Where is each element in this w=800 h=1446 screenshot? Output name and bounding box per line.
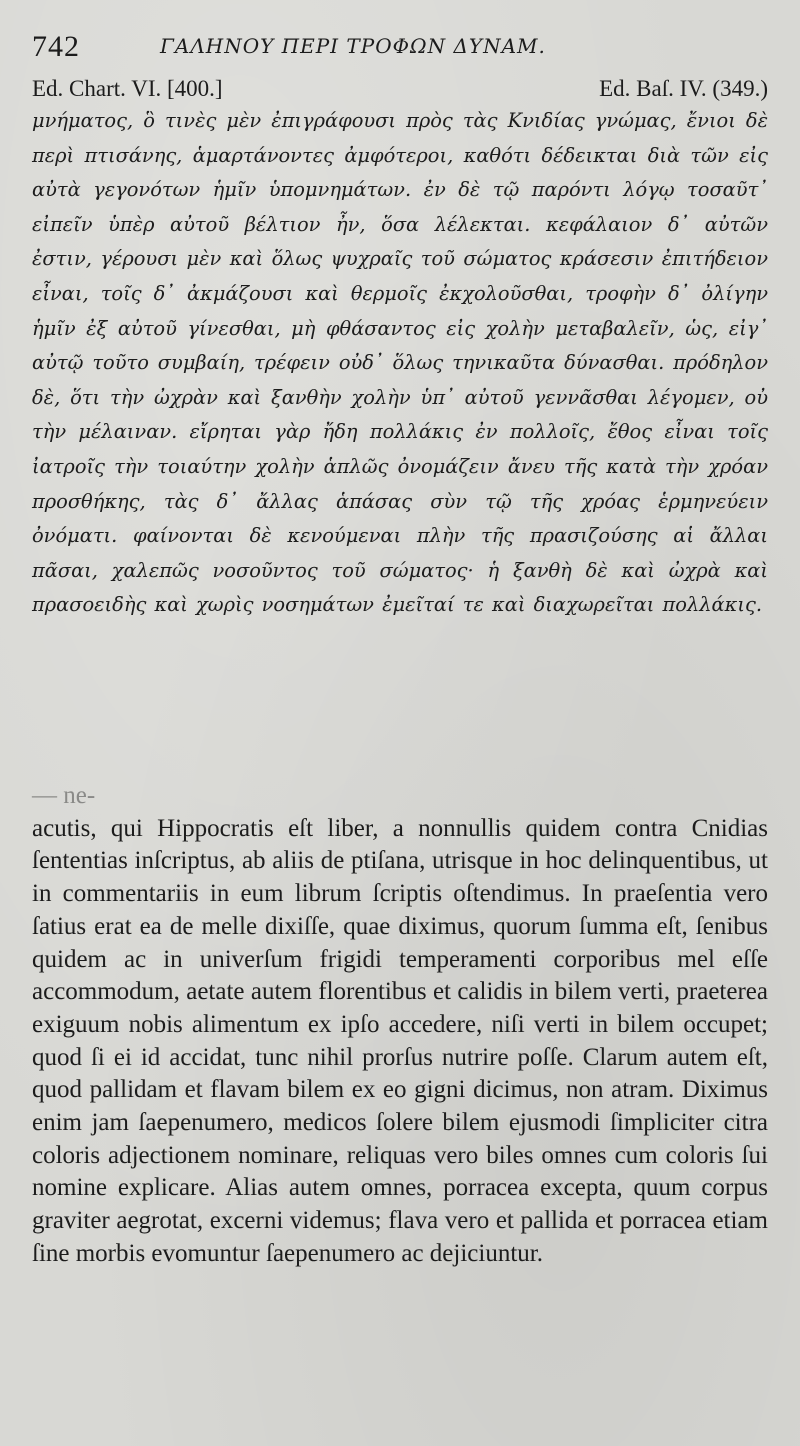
edition-chartier: Ed. Chart. VI. [400.] (32, 76, 223, 101)
edition-references (32, 76, 768, 106)
latin-text-block (32, 780, 768, 1271)
running-title: ΓΑΛΗΝΟΥ ΠΕΡΙ ΤΡΟΦΩΝ ΔΥΝΑΜ. (160, 34, 546, 58)
latin-continuation-mark: — ne- (32, 782, 96, 809)
page-number: 742 (32, 30, 80, 63)
edition-basel: Ed. Baſ. IV. (349.) (599, 76, 768, 101)
latin-paragraph: acutis, qui Hippocratis eſt liber, a nonnullis quidem contra Cnidias ſententias inſcriptus, ab aliis de ptiſana, utrisque in hoc delinquentibus, ut in commentariis in eum librum ſcriptis oſtendimus. In praeſentia vero ſatius erat ea de melle dixiſſe, quae diximus, quorum ſumma eſt, ſenibus quidem ac in univerſum frigidi temperamenti corporibus mel eſſe accommodum, aetate autem florentibus et calidis in bilem verti, praeterea exiguum nobis alimentum ex ipſo accedere, niſi verti in bilem occupet; quod ſi ei id accidat, tunc nihil prorſus nutrire poſſe. Clarum autem eſt, quod pallidam et flavam bilem ex eo gigni dicimus, non atram. Diximus enim jam ſaepenumero, medicos ſolere bilem ejusmodi ſimpliciter citra coloris adjectionem nominare, reliquas vero biles omnes cum coloris ſui nomine explicare. Alias autem omnes, porracea excepta, quum corpus graviter aegrotat, excerni videmus; flava vero et pallida et porracea etiam ſine morbis evomuntur ſaepenumero ac dejiciuntur. (32, 814, 768, 1267)
page-header (32, 30, 768, 64)
greek-text-block: μνήματος, ὃ τινὲς μὲν ἐπιγράφουσι πρὸς τὰς Κνιδίας γνώμας, ἔνιοι δὲ περὶ πτισάνης, ἁμαρτάνοντες ἀμφότεροι, καθότι δέδεικται διὰ τῶν εἰς αὐτὰ γεγονότων ἡμῖν ὑπομνημάτων. ἐν δὲ τῷ παρόντι λόγῳ τοσαῦτ᾽ εἰπεῖν ὑπὲρ αὐτοῦ βέλτιον ἦν, ὅσα λέλεκται. κεφάλαιον δ᾽ αὐτῶν ἐστιν, γέρουσι μὲν καὶ ὅλως ψυχραῖς τοῦ σώματος κράσεσιν ἐπιτήδειον εἶναι, τοῖς δ᾽ ἀκμάζουσι καὶ θερμοῖς ἐκχολοῦσθαι, τροφὴν δ᾽ ὀλίγην ἡμῖν ἐξ αὐτοῦ γίνεσθαι, μὴ φθάσαντος εἰς χολὴν μεταβαλεῖν, ὡς, εἰγ᾽ αὐτῷ τοῦτο συμβαίη, τρέφειν οὐδ᾽ ὅλως τηνικαῦτα δύνασθαι. πρόδηλον δὲ, ὅτι τὴν ὠχρὰν καὶ ξανθὴν χολὴν ὑπ᾽ αὐτοῦ γεννᾶσθαι λέγομεν, οὐ τὴν μέλαιναν. εἴρηται γὰρ ἤδη πολλάκις ἐν πολλοῖς, ἔθος εἶναι τοῖς ἰατροῖς τὴν τοιαύτην χολὴν ἁπλῶς ὀνομάζειν ἄνευ τῆς κατὰ τὴν χρόαν προσθήκης, τὰς δ᾽ ἄλλας ἁπάσας σὺν τῷ τῆς χρόας ἑρμηνεύειν ὀνόματι. φαίνονται δὲ κενούμεναι πλὴν τῆς πρασιζούσης αἱ ἄλλαι πᾶσαι, χαλεπῶς νοσοῦντος τοῦ σώματος· ἡ ξανθὴ δὲ καὶ ὠχρὰ καὶ πρασοειδὴς καὶ χωρὶς νοσημάτων ἐμεῖταί τε καὶ διαχωρεῖται πολλάκις. (32, 109, 768, 617)
